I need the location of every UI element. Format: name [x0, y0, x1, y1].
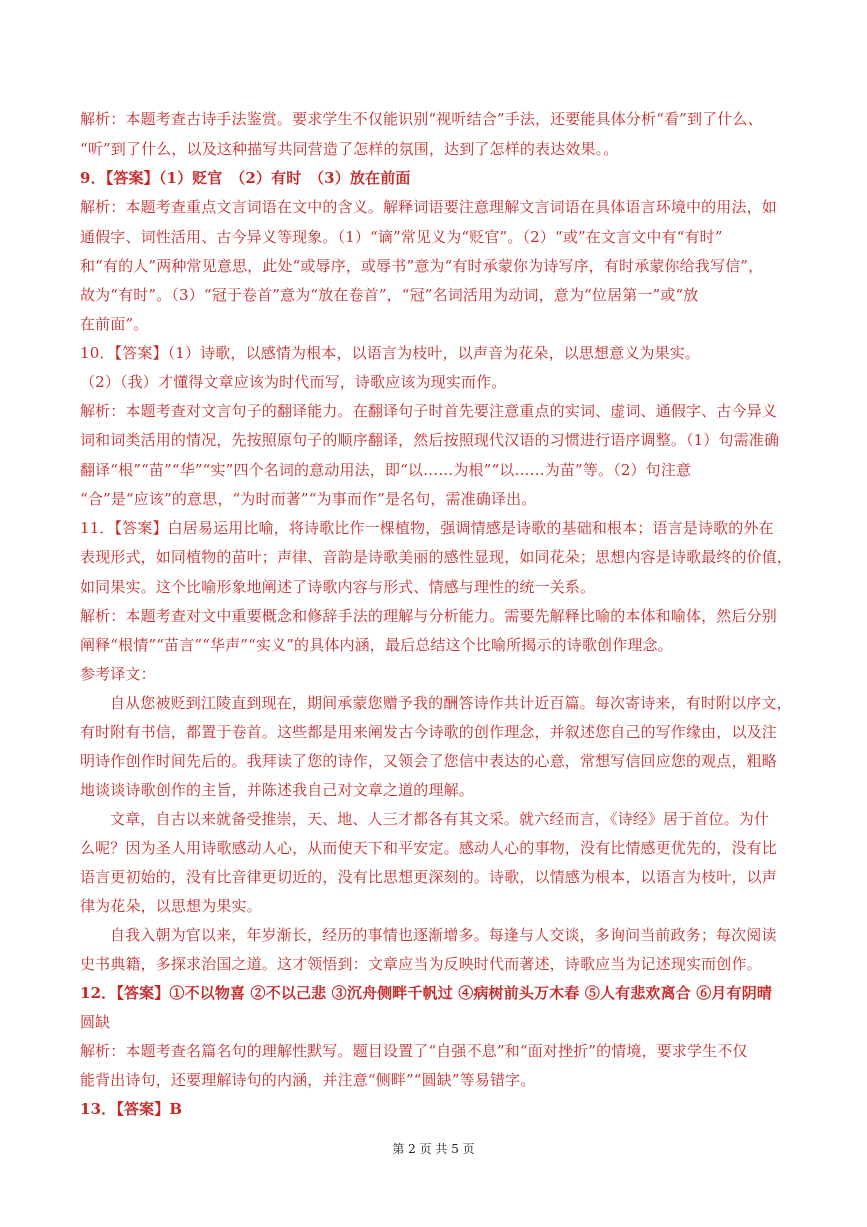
answer-12: 12．【答案】①不以物喜 ②不以己悲 ③沉舟侧畔千帆过 ④病树前头万木春 ⑤人有悲欢离合 ⑥月有阴晴: [80, 984, 772, 1002]
analysis-line: 阐释“根情”“苗言”“华声”“实义”的具体内涵，最后总结这个比喻所揭示的诗歌创作理念。: [80, 636, 673, 654]
analysis-line: 在前面”。: [80, 315, 149, 333]
analysis-line: 解析：本题考查重点文言词语在文中的含义。解释词语要注意理解文言词语在具体语言环境中的用法，如: [80, 198, 777, 216]
analysis-line: “合”是“应该”的意思，“为时而著”“为事而作”是名句，需准确译出。: [80, 490, 537, 508]
answer-11: 11．【答案】白居易运用比喻，将诗歌比作一棵植物，强调情感是诗歌的基础和根本；语言是诗歌的外在: [80, 519, 774, 537]
analysis-line: “听”到了什么，以及这种描写共同营造了怎样的氛围，达到了怎样的表达效果。。: [80, 140, 619, 158]
analysis-line: 解析：本题考查对文中重要概念和修辞手法的理解与分析能力。需要先解释比喻的本体和喻体，然后分别: [80, 607, 777, 625]
translation-line: 史书典籍，多探求治国之道。这才领悟到：文章应当为反映时代而著述，诗歌应当为记述现实而创作。: [80, 955, 762, 973]
answer-line: 如同果实。这个比喻形象地阐述了诗歌内容与形式、情感与理性的统一关系。: [80, 578, 596, 596]
translation-heading: 参考译文：: [80, 665, 156, 683]
translation-line: 自我入朝为官以来，年岁渐长，经历的事情也逐渐增多。每逢与人交谈，多询问当前政务；每次阅读: [110, 926, 777, 944]
analysis-line: 故为“有时”。（3）“冠于卷首”意为“放在卷首”，“冠”名词活用为动词，意为“位居第一”或“放: [80, 286, 699, 304]
answer-13: 13．【答案】B: [80, 1100, 183, 1118]
analysis-line: 通假字、词性活用、古今异义等现象。（1）“谪”常见义为“贬官”。（2）“或”在文言文中有“有时”: [80, 228, 723, 246]
analysis-line: 词和词类活用的情况，先按照原句子的顺序翻译，然后按照现代汉语的习惯进行语序调整。（1）句需准确: [80, 431, 780, 449]
page-footer: 第 2 页 共 5 页: [392, 1142, 475, 1156]
analysis-line: 翻译“根”“苗”“华”“实”四个名词的意动用法，即“以……为根”“以……为苗”等。（2）句注意: [80, 461, 692, 479]
translation-line: 律为花朵，以思想为果实。: [80, 897, 262, 915]
translation-line: 文章，自古以来就备受推崇，天、地、人三才都各有其文采。就六经而言，《诗经》居于首位。为什: [110, 810, 770, 828]
translation-line: 自从您被贬到江陵直到现在，期间承蒙您赠予我的酬答诗作共计近百篇。每次寄诗来，有时附以序文，: [110, 694, 792, 712]
analysis-line: 解析：本题考查名篇名句的理解性默写。题目设置了“自强不息”和“面对挫折”的情境，要求学生不仅: [80, 1042, 748, 1060]
answer-9: 9．【答案】（1）贬官 （2）有时 （3）放在前面: [80, 169, 411, 187]
analysis-line: 和“有的人”两种常见意思，此处“或辱序，或辱书”意为“有时承蒙你为诗写序，有时承蒙你给我写信”，: [80, 257, 764, 275]
analysis-line: 解析：本题考查对文言句子的翻译能力。在翻译句子时首先要注意重点的实词、虚词、通假字、古今异义: [80, 402, 777, 420]
translation-line: 地谈谈诗歌创作的主旨，并陈述我自己对文章之道的理解。: [80, 781, 474, 799]
answer-line: （2）（我）才懂得文章应该为时代而写，诗歌应该为现实而作。: [80, 373, 507, 391]
translation-line: 语言更初始的，没有比音律更切近的，没有比思想更深刻的。诗歌，以情感为根本，以语言为枝叶，以声: [80, 868, 777, 886]
translation-line: 有时附有书信，都置于卷首。这些都是用来阐发古今诗歌的创作理念，并叙述您自己的写作缘由，以及注: [80, 723, 777, 741]
translation-line: 么呢？因为圣人用诗歌感动人心，从而使天下和平安定。感动人心的事物，没有比情感更优先的，没有比: [80, 839, 777, 857]
analysis-line: 能背出诗句，还要理解诗句的内涵，并注意“侧畔”“圆缺”等易错字。: [80, 1071, 536, 1089]
translation-line: 明诗作创作时间先后的。我拜读了您的诗作，又领会了您信中表达的心意，常想写信回应您的观点，粗略: [80, 752, 777, 770]
answer-line: 表现形式，如同植物的苗叶；声律、音韵是诗歌美丽的感性显现，如同花朵；思想内容是诗歌最终的价值，: [80, 548, 793, 566]
answer-line: 圆缺: [80, 1013, 111, 1031]
answer-10: 10．【答案】（1）诗歌，以感情为根本，以语言为枝叶，以声音为花朵，以思想意义为果实。: [80, 344, 701, 362]
analysis-line: 解析：本题考查古诗手法鉴赏。要求学生不仅能识别“视听结合”手法，还要能具体分析“看”到了什么、: [80, 110, 763, 128]
